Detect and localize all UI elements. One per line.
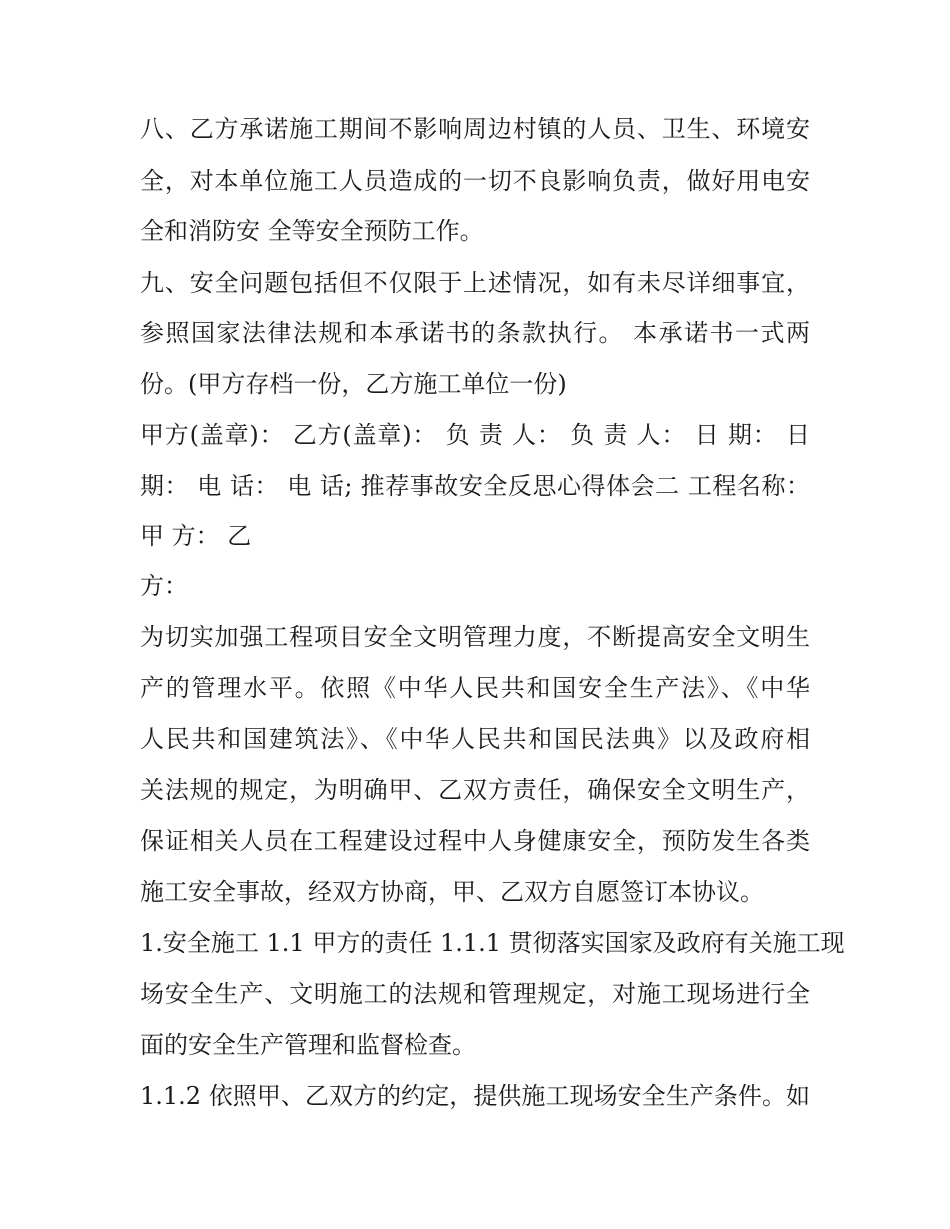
signature-line: 甲方(盖章)： 乙方(盖章)： 负 责 人： 负 责 人： 日 期： 日 xyxy=(140,421,810,449)
text-line: 八、乙方承诺施工期间不影响周边村镇的人员、卫生、环境安 xyxy=(140,115,810,143)
text-line: 施工安全事故，经双方协商，甲、乙双方自愿签订本协议。 xyxy=(140,878,764,906)
text-line: 人民共和国建筑法》、《中华人民共和国民法典》以及政府相 xyxy=(140,725,810,753)
text-line: 全和消防安 全等安全预防工作。 xyxy=(140,217,484,245)
text-line: 全，对本单位施工人员造成的一切不良影响负责，做好用电安 xyxy=(140,167,810,195)
text-line: 面的安全生产管理和监督检查。 xyxy=(140,1031,476,1059)
party-line: 方： xyxy=(140,572,188,600)
text-line: 场安全生产、文明施工的法规和管理规定，对施工现场进行全 xyxy=(140,980,810,1008)
text-line: 九、安全问题包括但不仅限于上述情况，如有未尽详细事宜， xyxy=(140,269,810,297)
signature-line: 期： 电 话： 电 话; 推荐事故安全反思心得体会二 工程名称： xyxy=(140,472,810,500)
text-line: 保证相关人员在工程建设过程中人身健康安全，预防发生各类 xyxy=(140,827,810,855)
party-line: 甲 方： 乙 xyxy=(140,522,252,550)
text-line: 1.安全施工 1.1 甲方的责任 1.1.1 贯彻落实国家及政府有关施工现 xyxy=(140,929,845,957)
text-line: 1.1.2 依照甲、乙双方的约定，提供施工现场安全生产条件。如 xyxy=(140,1082,810,1110)
text-line: 份。(甲方存档一份，乙方施工单位一份) xyxy=(140,370,567,398)
text-line: 为切实加强工程项目安全文明管理力度，不断提高安全文明生 xyxy=(140,623,810,651)
text-line: 参照国家法律法规和本承诺书的条款执行。 本承诺书一式两 xyxy=(140,319,810,347)
text-line: 产的管理水平。依照《中华人民共和国安全生产法》、《中华 xyxy=(140,674,810,702)
text-line: 关法规的规定，为明确甲、乙双方责任，确保安全文明生产， xyxy=(140,776,810,804)
